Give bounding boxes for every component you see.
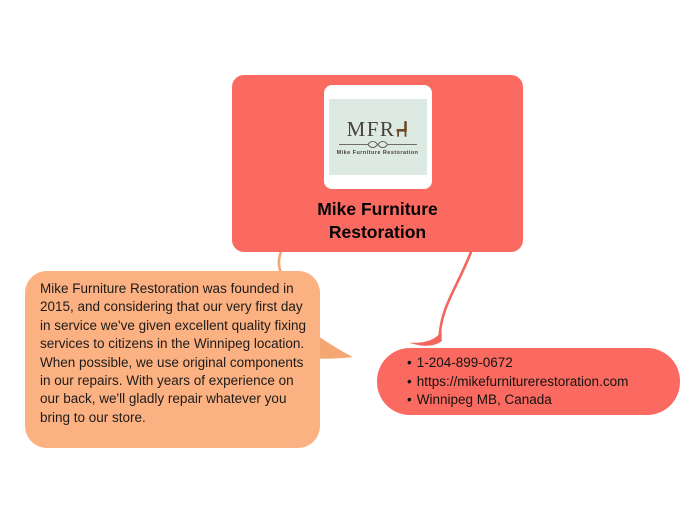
central-topic-node[interactable] — [232, 75, 523, 252]
bullet-icon: • — [407, 355, 412, 370]
contact-phone-line — [407, 354, 680, 373]
bullet-icon: • — [407, 373, 412, 389]
description-node[interactable] — [25, 271, 320, 448]
logo-divider-ornament — [339, 140, 417, 149]
contact-website: https://mikefurniturerestoration.com — [416, 373, 629, 389]
central-topic-title: Mike Furniture Restoration — [317, 199, 438, 242]
contact-node[interactable] — [377, 348, 680, 415]
logo-card — [324, 85, 432, 189]
contact-website-line — [407, 373, 680, 392]
bullet-icon: • — [407, 392, 412, 408]
contact-phone: 1-204-899-0672 — [416, 355, 513, 370]
contact-location-line — [407, 391, 680, 410]
logo-caption: Mike Furniture Restoration — [336, 149, 419, 156]
description-text: Mike Furniture Restoration was founded in 2015, and considering that our very first day in service we've given excellent quality fixing services to citizens in the Winnipeg location. When possible, we use original components in our repairs. With years of experience on our back, we'll gladly repair whatever you bring to our store. — [40, 281, 306, 425]
logo-monogram: MFR — [346, 116, 396, 141]
company-logo — [329, 99, 427, 175]
chair-icon — [396, 121, 408, 137]
branch-right — [409, 252, 471, 346]
contact-location: Winnipeg MB, Canada — [416, 392, 552, 408]
